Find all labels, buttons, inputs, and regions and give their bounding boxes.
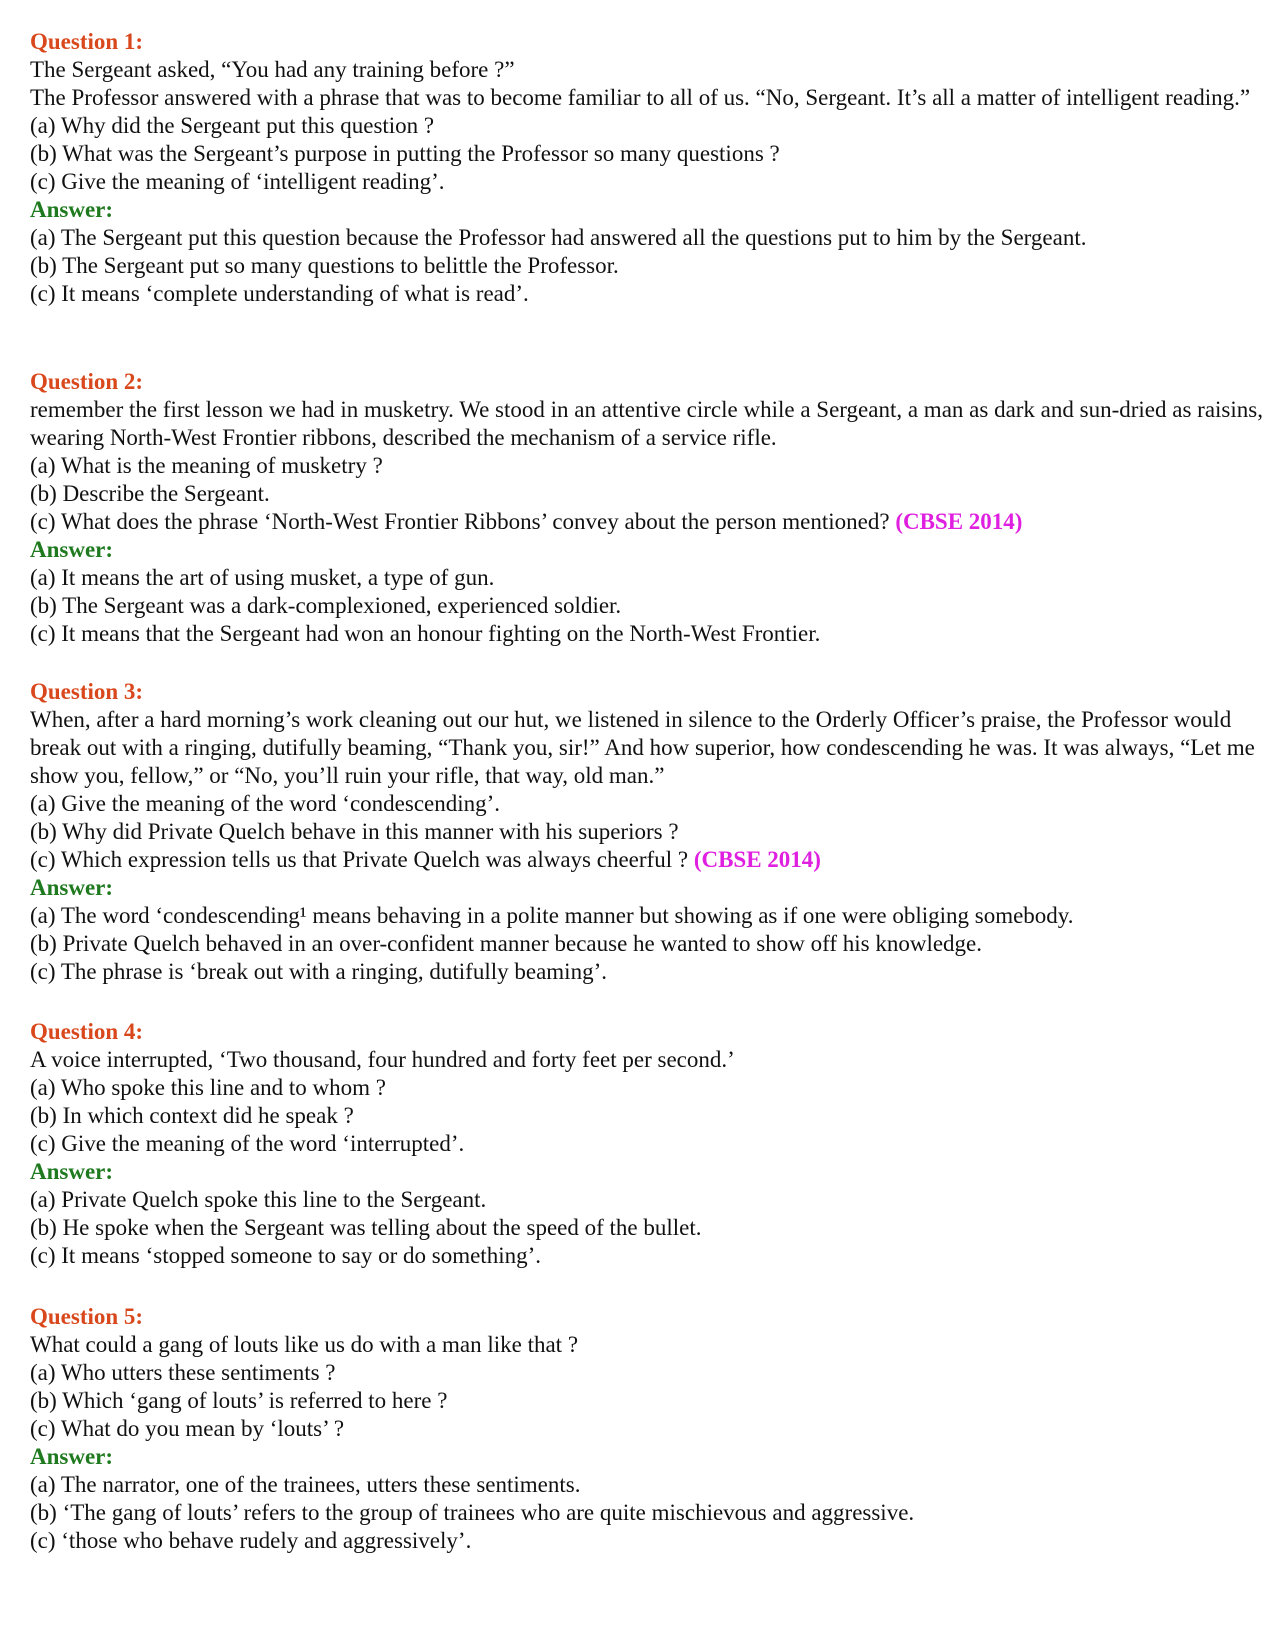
cbse-tag: (CBSE 2014) — [693, 847, 821, 872]
passage-line: When, after a hard morning’s work cleaning out our hut, we listened in silence to the Orderly Officer’s praise, the Professor would break out with a ringing, dutifully beaming, “Thank you, sir!” And how superior, how condescending he was. It was always, “Let me show you, fellow,” or “No, you’ll ruin your rifle, that way, old man.” — [30, 707, 1255, 788]
answer-b: (b) The Sergeant put so many questions to belittle the Professor. — [30, 253, 619, 278]
question-item-c: (c) Give the meaning of the word ‘interrupted’. — [30, 1131, 465, 1156]
answer-a: (a) The word ‘condescending¹ means behaving in a polite manner but showing as if one were obliging somebody. — [30, 903, 1074, 928]
question-heading: Question 3: — [30, 679, 144, 704]
passage-line: A voice interrupted, ‘Two thousand, four hundred and forty feet per second.’ — [30, 1047, 735, 1072]
answer-c: (c) It means that the Sergeant had won an honour fighting on the North-West Frontier. — [30, 621, 821, 646]
answer-heading: Answer: — [30, 1444, 114, 1469]
question-item-b: (b) Describe the Sergeant. — [30, 481, 270, 506]
answer-c: (c) The phrase is ‘break out with a ringing, dutifully beaming’. — [30, 959, 607, 984]
question-block-5 — [30, 1303, 1265, 1555]
question-block-3 — [30, 678, 1265, 986]
passage-line: remember the first lesson we had in musketry. We stood in an attentive circle while a Sergeant, a man as dark and sun-dried as raisins, wearing North-West Frontier ribbons, described the mechanism of a service rifle. — [30, 397, 1263, 450]
question-item-b: (b) In which context did he speak ? — [30, 1103, 354, 1128]
question-heading: Question 1: — [30, 29, 144, 54]
answer-a: (a) It means the art of using musket, a type of gun. — [30, 565, 495, 590]
question-item-a: (a) Give the meaning of the word ‘condescending’. — [30, 791, 501, 816]
question-item-a: (a) Why did the Sergeant put this question ? — [30, 113, 435, 138]
passage-line: The Professor answered with a phrase that was to become familiar to all of us. “No, Sergeant. It’s all a matter of intelligent reading.” — [30, 85, 1251, 110]
question-item-b: (b) What was the Sergeant’s purpose in putting the Professor so many questions ? — [30, 141, 780, 166]
question-item-a: (a) What is the meaning of musketry ? — [30, 453, 383, 478]
passage-line: What could a gang of louts like us do with a man like that ? — [30, 1332, 579, 1357]
answer-b: (b) Private Quelch behaved in an over-confident manner because he wanted to show off his knowledge. — [30, 931, 983, 956]
answer-heading: Answer: — [30, 537, 114, 562]
answer-a: (a) The Sergeant put this question because the Professor had answered all the questions put to him by the Sergeant. — [30, 225, 1087, 250]
answer-c: (c) ‘those who behave rudely and aggressively’. — [30, 1528, 472, 1553]
question-item-c: (c) Which expression tells us that Private Quelch was always cheerful ? — [30, 847, 689, 872]
answer-heading: Answer: — [30, 1159, 114, 1184]
question-heading: Question 4: — [30, 1019, 144, 1044]
question-heading: Question 2: — [30, 369, 144, 394]
question-block-4 — [30, 1018, 1265, 1270]
question-item-b: (b) Why did Private Quelch behave in this manner with his superiors ? — [30, 819, 679, 844]
question-item-c: (c) Give the meaning of ‘intelligent reading’. — [30, 169, 445, 194]
answer-heading: Answer: — [30, 875, 114, 900]
answer-c: (c) It means ‘stopped someone to say or do something’. — [30, 1243, 541, 1268]
answer-b: (b) The Sergeant was a dark-complexioned, experienced soldier. — [30, 593, 622, 618]
question-item-a: (a) Who utters these sentiments ? — [30, 1360, 336, 1385]
answer-c: (c) It means ‘complete understanding of what is read’. — [30, 281, 529, 306]
question-item-c-row — [30, 508, 1265, 536]
passage-line: The Sergeant asked, “You had any training before ?” — [30, 57, 515, 82]
answer-heading: Answer: — [30, 197, 114, 222]
question-item-c: (c) What do you mean by ‘louts’ ? — [30, 1416, 345, 1441]
question-block-1 — [30, 28, 1265, 308]
question-item-c-row — [30, 846, 1265, 874]
answer-b: (b) He spoke when the Sergeant was telling about the speed of the bullet. — [30, 1215, 702, 1240]
answer-a: (a) Private Quelch spoke this line to the Sergeant. — [30, 1187, 487, 1212]
question-item-c: (c) What does the phrase ‘North-West Frontier Ribbons’ convey about the person mentioned? — [30, 509, 890, 534]
answer-a: (a) The narrator, one of the trainees, utters these sentiments. — [30, 1472, 581, 1497]
question-item-a: (a) Who spoke this line and to whom ? — [30, 1075, 387, 1100]
question-heading: Question 5: — [30, 1304, 144, 1329]
cbse-tag: (CBSE 2014) — [895, 509, 1023, 534]
answer-b: (b) ‘The gang of louts’ refers to the group of trainees who are quite mischievous and aggressive. — [30, 1500, 915, 1525]
question-block-2 — [30, 368, 1265, 648]
question-item-b: (b) Which ‘gang of louts’ is referred to here ? — [30, 1388, 448, 1413]
